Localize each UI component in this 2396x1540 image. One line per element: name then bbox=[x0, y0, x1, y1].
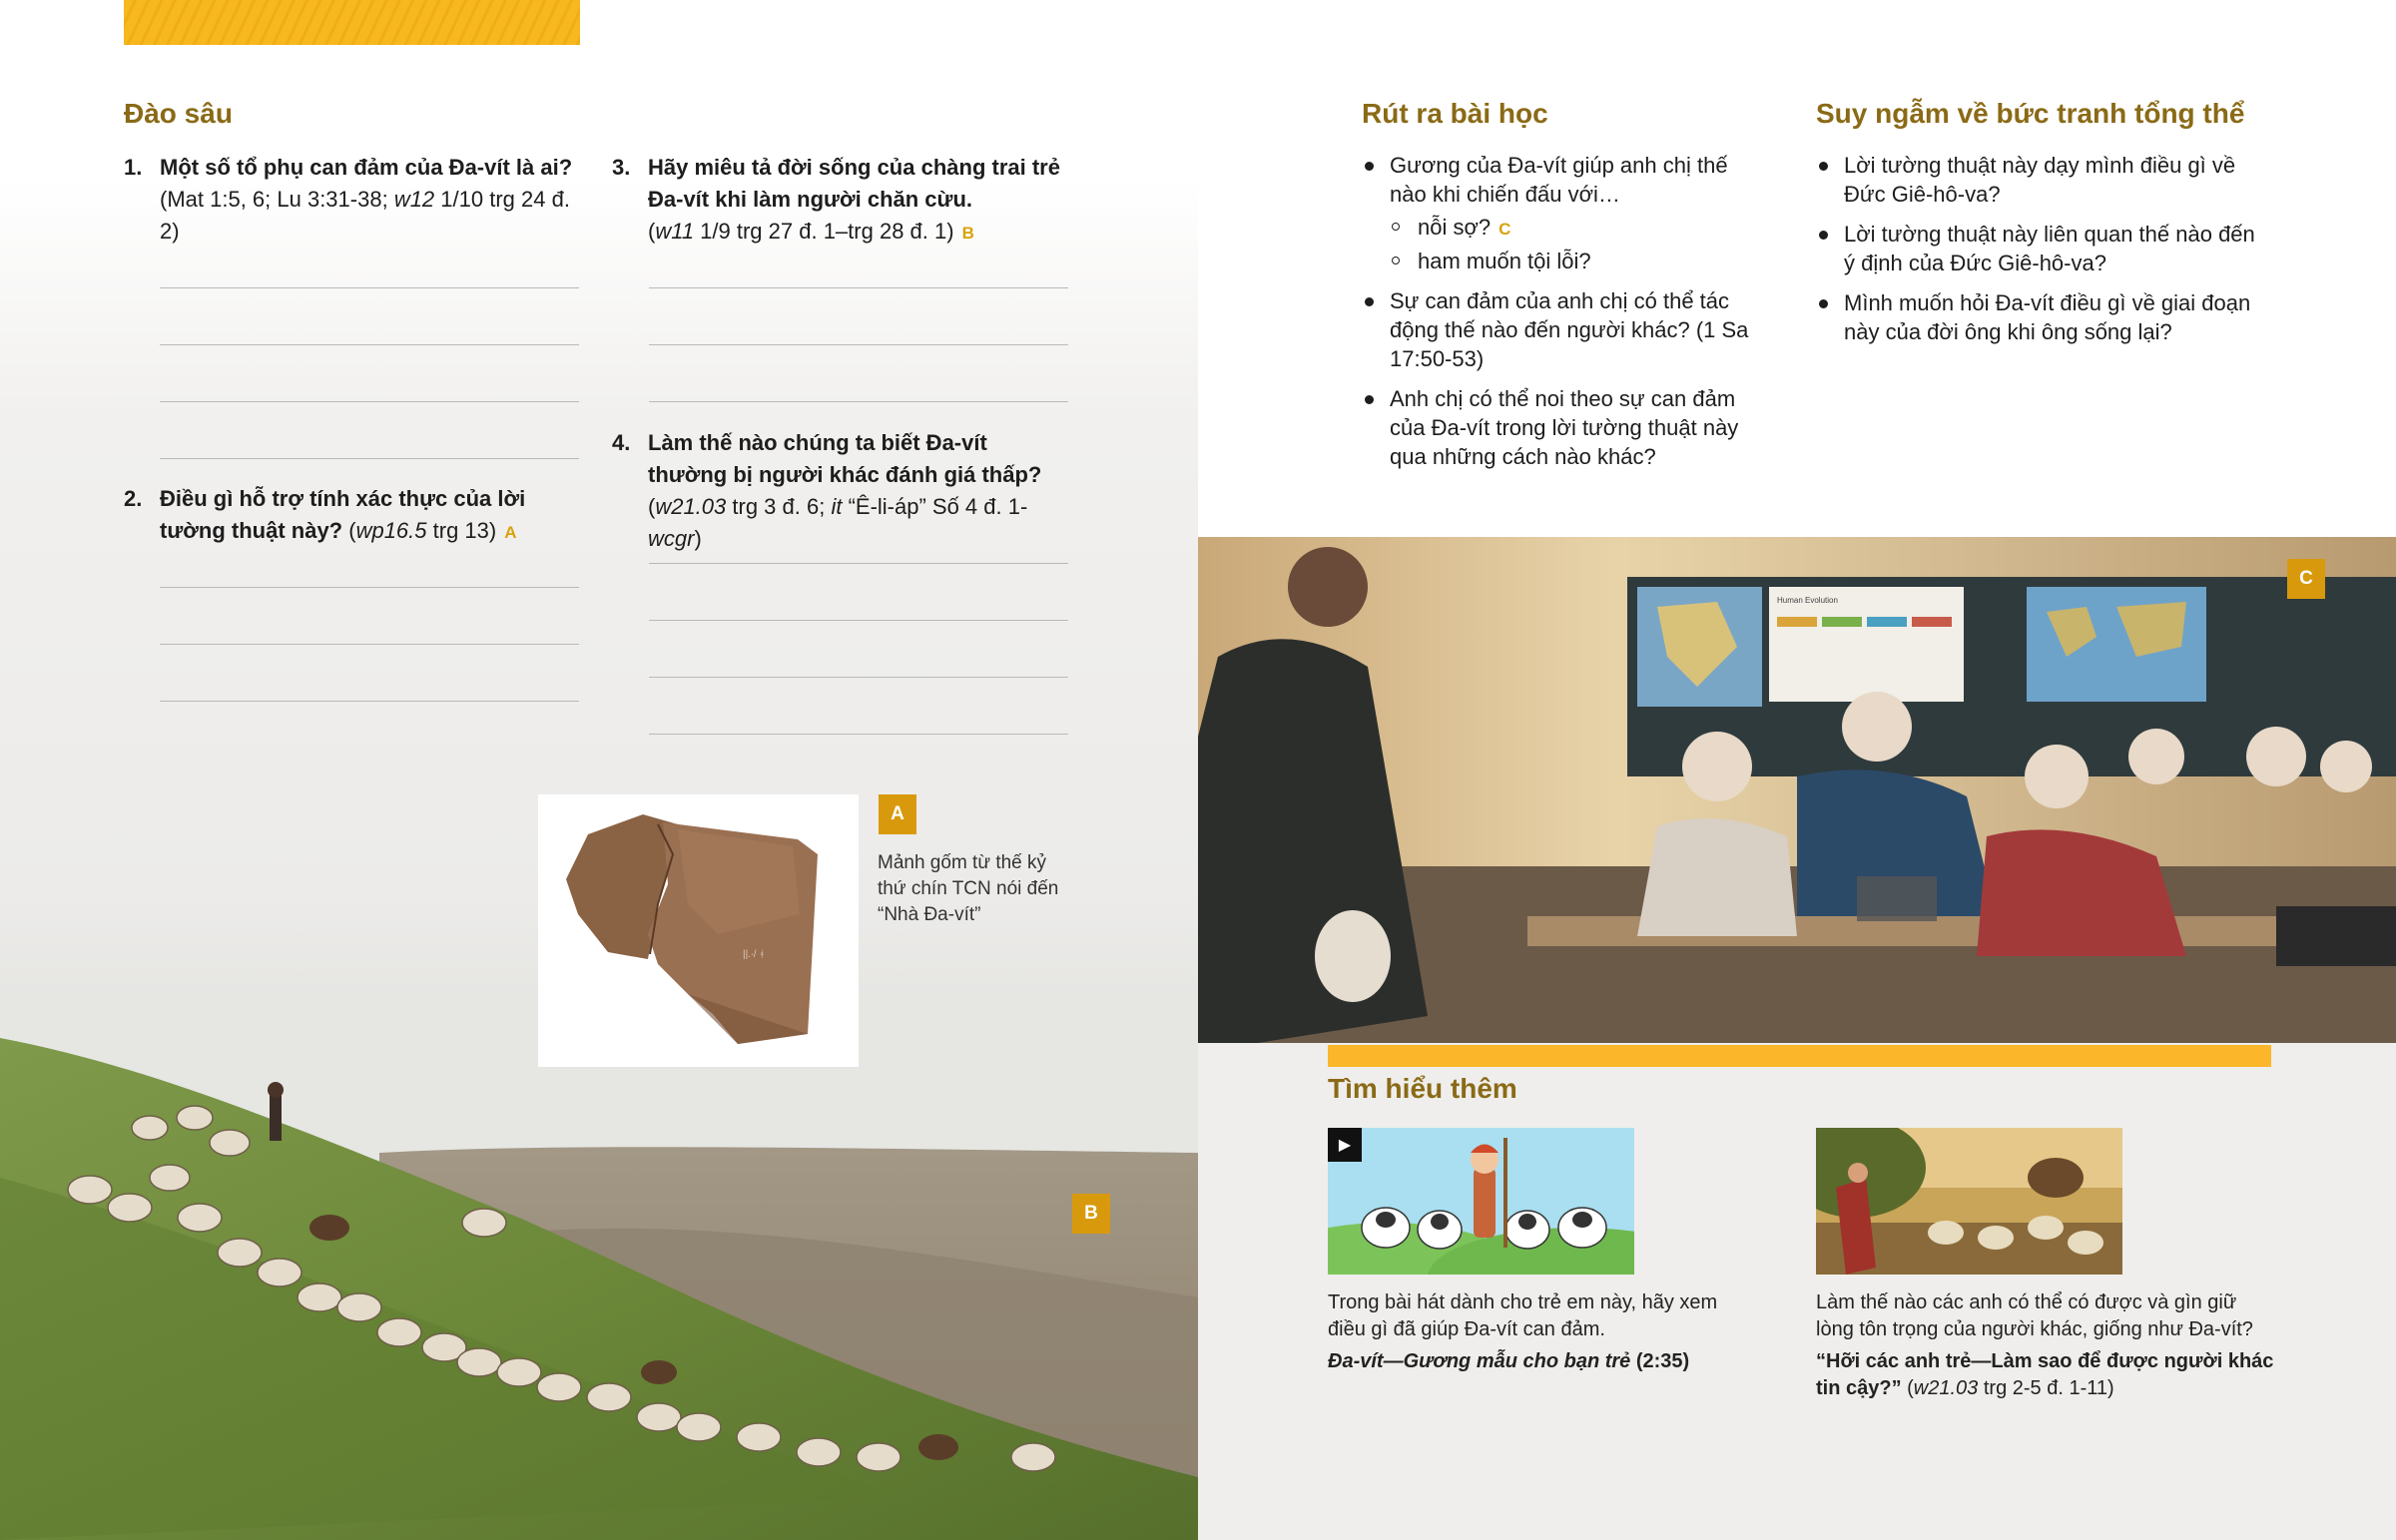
question-number: 1. bbox=[124, 155, 143, 180]
section-title-more: Tìm hiểu thêm bbox=[1328, 1073, 1517, 1104]
answer-line[interactable] bbox=[160, 287, 579, 288]
photo-badge-b: B bbox=[1072, 1194, 1110, 1234]
list-item bbox=[1362, 286, 1761, 373]
bullet-text: ham muốn tội lỗi? bbox=[1418, 249, 1591, 273]
question-text: Làm thế nào chúng ta biết Đa-vít thường bị người khác đánh giá thấp? bbox=[648, 430, 1042, 487]
painting-thumbnail-image bbox=[1816, 1128, 2122, 1275]
answer-line[interactable] bbox=[160, 701, 579, 702]
video-1-title-line bbox=[1328, 1348, 1727, 1375]
photo-badge-a: A bbox=[879, 794, 916, 834]
ref-text: ) bbox=[694, 526, 702, 551]
ref-italic: wp16.5 bbox=[355, 518, 427, 543]
answer-line[interactable] bbox=[649, 401, 1068, 402]
cartoon-thumbnail-image bbox=[1328, 1128, 1634, 1275]
article-2-title[interactable]: “Hỡi các anh trẻ—Làm sao để được người khác tin cậy?” bbox=[1816, 1350, 2274, 1399]
question-4 bbox=[612, 427, 1071, 555]
figure-a-caption: Mảnh gốm từ thế kỷ thứ chín TCN nói đến “Nhà Đa-vít” bbox=[878, 852, 1059, 925]
section-title-lesson: Rút ra bài học bbox=[1362, 98, 1548, 129]
question-number: 4. bbox=[612, 430, 631, 455]
list-item bbox=[1816, 288, 2255, 346]
list-item bbox=[1390, 247, 1761, 275]
video-1-duration: (2:35) bbox=[1630, 1350, 1690, 1372]
list-item bbox=[1362, 151, 1761, 275]
question-3 bbox=[612, 152, 1071, 250]
ref-italic: w21.03 bbox=[655, 494, 727, 519]
accent-bar bbox=[1328, 1045, 2271, 1067]
bullet-text: nỗi sợ? bbox=[1418, 215, 1492, 240]
answer-line[interactable] bbox=[649, 677, 1068, 678]
video-1-caption: Trong bài hát dành cho trẻ em này, hãy xem điều gì đã giúp Đa-vít can đảm. bbox=[1328, 1291, 1718, 1340]
play-icon[interactable]: ▶ bbox=[1328, 1128, 1362, 1162]
ref-text: 1/10 trg 24 đ. 2) bbox=[160, 187, 570, 244]
ref-text: 1/9 trg 27 đ. 1–trg 28 đ. 1) bbox=[694, 219, 954, 244]
video-1-title[interactable]: Đa-vít—Gương mẫu cho bạn trẻ bbox=[1328, 1350, 1631, 1372]
bullet-text: Lời tường thuật này dạy mình điều gì về Đức Giê-hô-va? bbox=[1844, 153, 2236, 207]
ref-text: ( bbox=[1901, 1377, 1914, 1399]
answer-line[interactable] bbox=[160, 644, 579, 645]
ref-text: (Mat 1:5, 6; Lu 3:31-38; bbox=[160, 187, 394, 212]
photo-reference-c[interactable]: C bbox=[1498, 220, 1511, 239]
sub-bullets bbox=[1390, 213, 1761, 275]
ref-text: “Ê-li-áp” Số 4 đ. 1- bbox=[842, 494, 1028, 519]
question-number: 2. bbox=[124, 486, 143, 511]
video-thumbnail-1[interactable] bbox=[1328, 1128, 1634, 1275]
answer-line[interactable] bbox=[649, 563, 1068, 564]
answer-line[interactable] bbox=[649, 620, 1068, 621]
bullet-text: Anh chị có thể noi theo sự can đảm của Đa-vít trong lời tường thuật này qua những cách nào khác? bbox=[1390, 386, 1739, 469]
list-item bbox=[1362, 384, 1761, 471]
question-text: Hãy miêu tả đời sống của chàng trai trẻ Đa-vít khi làm người chăn cừu. bbox=[648, 155, 1060, 212]
photo-reference-a[interactable]: A bbox=[504, 523, 517, 542]
ref-text: ( bbox=[648, 494, 656, 519]
article-2-title-line bbox=[1816, 1348, 2275, 1402]
bullet-text: Sự can đảm của anh chị có thể tác động thế nào đến người khác? (1 Sa 17:50-53) bbox=[1390, 288, 1749, 371]
pottery-shard-photo bbox=[538, 794, 859, 1067]
chart-title: Human Evolution bbox=[1777, 596, 1838, 605]
section-title-reflect: Suy ngẫm về bức tranh tổng thể bbox=[1816, 98, 2245, 129]
ref-text: trg 13) bbox=[426, 518, 497, 543]
lesson-bullets bbox=[1362, 151, 1761, 482]
classroom-photo bbox=[1198, 537, 2396, 1043]
answer-line[interactable] bbox=[649, 344, 1068, 345]
list-item bbox=[1816, 151, 2255, 209]
question-number: 3. bbox=[612, 155, 631, 180]
question-text: Điều gì hỗ trợ tính xác thực của lời tường thuật này? bbox=[160, 486, 526, 543]
question-text: Một số tổ phụ can đảm của Đa-vít là ai? bbox=[160, 155, 573, 180]
ref-text: ( bbox=[648, 219, 656, 244]
photo-reference-b[interactable]: B bbox=[961, 224, 974, 243]
answer-line[interactable] bbox=[160, 587, 579, 588]
list-item bbox=[1390, 213, 1761, 244]
ref-italic: w11 bbox=[655, 219, 695, 244]
bullet-text: Gương của Đa-vít giúp anh chị thế nào khi chiến đấu với… bbox=[1390, 153, 1728, 207]
list-item bbox=[1816, 220, 2255, 277]
ref-text: trg 2-5 đ. 1-11) bbox=[1978, 1377, 2114, 1399]
ref-italic: w21.03 bbox=[1913, 1377, 1979, 1399]
article-2-caption: Làm thế nào các anh có thể có được và gìn giữ lòng tôn trọng của người khác, giống như Đa-vít? bbox=[1816, 1291, 2253, 1340]
ref-italic: it bbox=[831, 494, 843, 519]
section-title-dao-sau: Đào sâu bbox=[124, 98, 233, 129]
ref-text: trg 3 đ. 6; bbox=[726, 494, 832, 519]
photo-badge-c: C bbox=[2287, 559, 2325, 599]
ref-italic: w12 bbox=[393, 187, 435, 212]
question-1 bbox=[124, 152, 593, 248]
shard-inscription: ||.∙/ ᚼ bbox=[743, 949, 766, 960]
bullet-text: Mình muốn hỏi Đa-vít điều gì về giai đoạn này của đời ông khi ông sống lại? bbox=[1844, 290, 2251, 344]
answer-line[interactable] bbox=[649, 287, 1068, 288]
bullet-text: Lời tường thuật này liên quan thế nào đến ý định của Đức Giê-hô-va? bbox=[1844, 222, 2255, 275]
answer-line[interactable] bbox=[649, 734, 1068, 735]
answer-line[interactable] bbox=[160, 344, 579, 345]
decorative-banner bbox=[124, 0, 580, 45]
answer-line[interactable] bbox=[160, 458, 579, 459]
answer-line[interactable] bbox=[160, 401, 579, 402]
pottery-shard-image bbox=[538, 794, 859, 1067]
article-thumbnail-2[interactable] bbox=[1816, 1128, 2122, 1275]
reflect-bullets bbox=[1816, 151, 2255, 357]
ref-text: ( bbox=[342, 518, 356, 543]
question-2 bbox=[124, 483, 593, 549]
ref-italic: wcgr bbox=[648, 526, 695, 551]
